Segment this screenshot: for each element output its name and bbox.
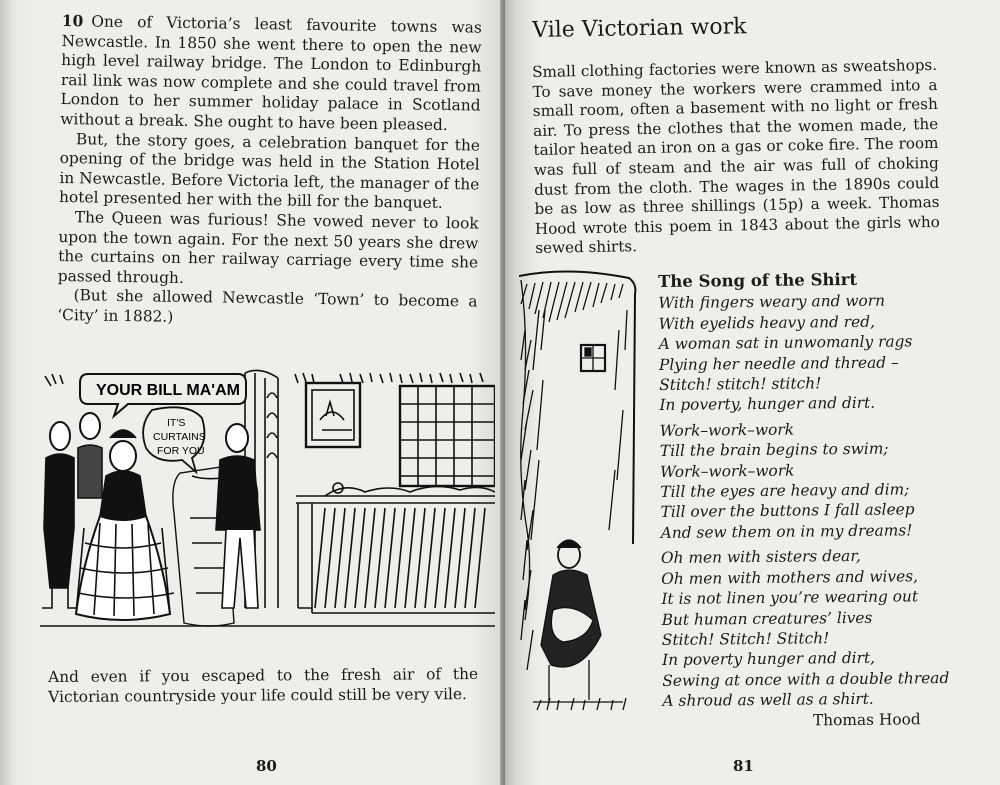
poem-line: Stitch! Stitch! Stitch! (661, 629, 830, 649)
poem-line: With fingers weary and worn (658, 292, 886, 313)
poem-line: In poverty hunger and dirt, (661, 649, 876, 670)
poem-line: Stitch! stitch! stitch! (659, 374, 822, 395)
poem-line: Oh men with mothers and wives, (661, 566, 919, 588)
paragraph-4: (But she allowed Newcastle ‘Town’ to become a ‘City’ in 1882.) (57, 286, 478, 326)
poem-author: Thomas Hood (812, 709, 921, 729)
poem-line: With eyelids heavy and red, (658, 312, 876, 333)
poem-line: Till the brain begins to swim; (659, 439, 889, 461)
seamstress-illustration (519, 270, 644, 720)
poem-line: Till over the buttons I fall asleep (660, 500, 915, 522)
speech-curtains: CURTAINS (153, 431, 206, 443)
poem-line: In poverty, hunger and dirt. (659, 394, 876, 415)
poem-title: The Song of the Shirt (658, 269, 858, 291)
bottom-paragraph: And even if you escaped to the fresh air of the Victorian countryside your life could still be very vile. (48, 664, 479, 706)
poem-line: Till the eyes are heavy and dim; (660, 480, 910, 502)
paragraph-1: 10 One of Victoria’s least favourite towns was Newcastle. In 1850 she went there to open the new high level railway bridge. The London to Edinburgh rail link was now complete and she could travel from London to her summer holiday palace in Scotland without a break. She ought to have been pleased. (60, 12, 482, 135)
poem-line: Work–work–work (659, 420, 795, 440)
poem-line: Sewing at once with a double thread (662, 668, 950, 690)
page-number-right: 81 (733, 757, 754, 775)
poem-line: And sew them on in my dreams! (660, 521, 913, 542)
intro-paragraph: Small clothing factories were known as sweatshops. To save money the workers were crammed into a small room, often a basement with no light or fresh air. To press the clothes that the women made, the tailor heated an iron on a gas or coke fire. The room was full of steam and the air was full of choking dust from the cloth. The wages in the 1890s could be as low as three shillings (15p) a week. Thomas Hood wrote this poem in 1843 about the girls who sewed shirts. (532, 55, 940, 258)
paragraph-3: The Queen was furious! She vowed never to look upon the town again. For the next 50 years she drew the curtains on her railway carriage every time she passed through. (57, 208, 479, 287)
poem-line: Plying her needle and thread – (658, 353, 899, 374)
queen-bill-cartoon (40, 368, 495, 658)
speech-your-bill: YOUR BILL MA'AM (96, 382, 240, 399)
poem-song-of-the-shirt (658, 269, 963, 732)
section-title: Vile Victorian work (532, 14, 747, 43)
item-number: 10 (61, 12, 84, 31)
poem-line: A woman sat in unwomanly rags (658, 332, 913, 354)
speech-for-you: FOR YOU (157, 445, 205, 457)
poem-line: But human creatures’ lives (661, 608, 873, 629)
poem-line: It is not linen you’re wearing out (661, 587, 919, 609)
page-number-left: 80 (256, 757, 277, 775)
poem-line: A shroud as well as a shirt. (662, 689, 874, 711)
paragraph-2: But, the story goes, a celebration banquet for the opening of the bridge was held in the Station Hotel in Newcastle. Before Victoria left, the manager of the hotel presented her with the bill for the banquet. (58, 129, 481, 213)
speech-its: IT'S (167, 417, 186, 429)
poem-line: Work–work–work (659, 461, 795, 481)
poem-line: Oh men with sisters dear, (660, 547, 861, 568)
left-page-text (57, 12, 482, 332)
